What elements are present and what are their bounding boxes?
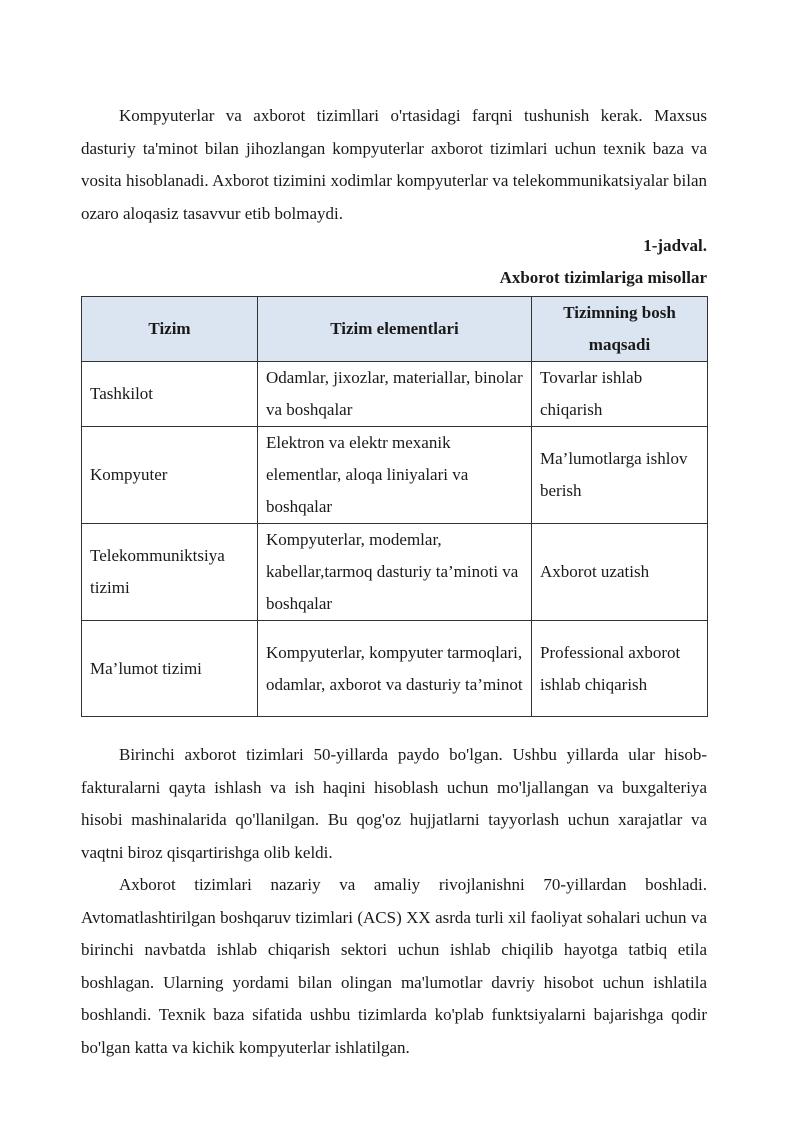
history-paragraph-1: Birinchi axborot tizimlari 50-yillarda paydo bo'lgan. Ushbu yillarda ular hisob-fakturalarni qayta ishlash va ish haqini hisoblash uchun mo'ljallangan va buxgalteriya hisobi mashinalarida qo'llanilgan. Bu qog'oz hujjatlarni tayyorlash uchun xarajatlar va vaqtni biroz qisqartirishga olib keldi. bbox=[81, 745, 707, 862]
table-title: Axborot tizimlariga misollar bbox=[499, 268, 707, 287]
systems-table bbox=[81, 296, 708, 717]
table-number: 1-jadval. bbox=[643, 236, 707, 255]
cell-purpose: Ma’lumotlarga ishlov berish bbox=[532, 427, 708, 524]
cell-purpose: Professional axborot ishlab chiqarish bbox=[532, 621, 708, 717]
cell-system: Kompyuter bbox=[82, 427, 258, 524]
cell-purpose: Tovarlar ishlab chiqarish bbox=[532, 362, 708, 427]
cell-purpose: Axborot uzatish bbox=[532, 524, 708, 621]
cell-elements: Odamlar, jixozlar, materiallar, binolar va boshqalar bbox=[258, 362, 532, 427]
table-row bbox=[82, 524, 708, 621]
table-header-row bbox=[82, 297, 708, 362]
cell-system: Telekommuniktsiya tizimi bbox=[82, 524, 258, 621]
cell-elements: Kompyuterlar, kompyuter tarmoqlari, odamlar, axborot va dasturiy ta’minot bbox=[258, 621, 532, 717]
cell-system: Tashkilot bbox=[82, 362, 258, 427]
intro-paragraph: Kompyuterlar va axborot tizimllari o'rtasidagi farqni tushunish kerak. Maxsus dasturiy ta'minot bilan jihozlangan kompyuterlar axborot tizimlari uchun texnik baza va vosita hisoblanadi. Axborot tizimini xodimlar kompyuterlar va telekommunikatsiyalar bilan ozaro aloqasiz tasavvur etib bolmaydi. bbox=[81, 106, 707, 223]
cell-elements: Kompyuterlar, modemlar, kabellar,tarmoq dasturiy ta’minoti va boshqalar bbox=[258, 524, 532, 621]
table-row bbox=[82, 362, 708, 427]
header-elements: Tizim elementlari bbox=[258, 297, 532, 362]
header-purpose: Tizimning bosh maqsadi bbox=[532, 297, 708, 362]
history-paragraph-2: Axborot tizimlari nazariy va amaliy rivojlanishni 70-yillardan boshladi. Avtomatlashtirilgan boshqaruv tizimlari (ACS) XX asrda turli xil faoliyat sohalari uchun va birinchi navbatda ishlab chiqarish sektori uchun ishlab chiqilib hayotga tatbiq etila boshlagan. Ularning yordami bilan olingan ma'lumotlar davriy hisobot uchun ishlatila boshlandi. Texnik baza sifatida ushbu tizimlarda ko'plab funktsiyalarni bajarishga qodir bo'lgan katta va kichik kompyuterlar ishlatilgan. bbox=[81, 875, 707, 1057]
table-row bbox=[82, 621, 708, 717]
document-page bbox=[81, 100, 707, 1064]
cell-system: Ma’lumot tizimi bbox=[82, 621, 258, 717]
table-row bbox=[82, 427, 708, 524]
cell-elements: Elektron va elektr mexanik elementlar, aloqa liniyalari va boshqalar bbox=[258, 427, 532, 524]
header-system: Tizim bbox=[82, 297, 258, 362]
